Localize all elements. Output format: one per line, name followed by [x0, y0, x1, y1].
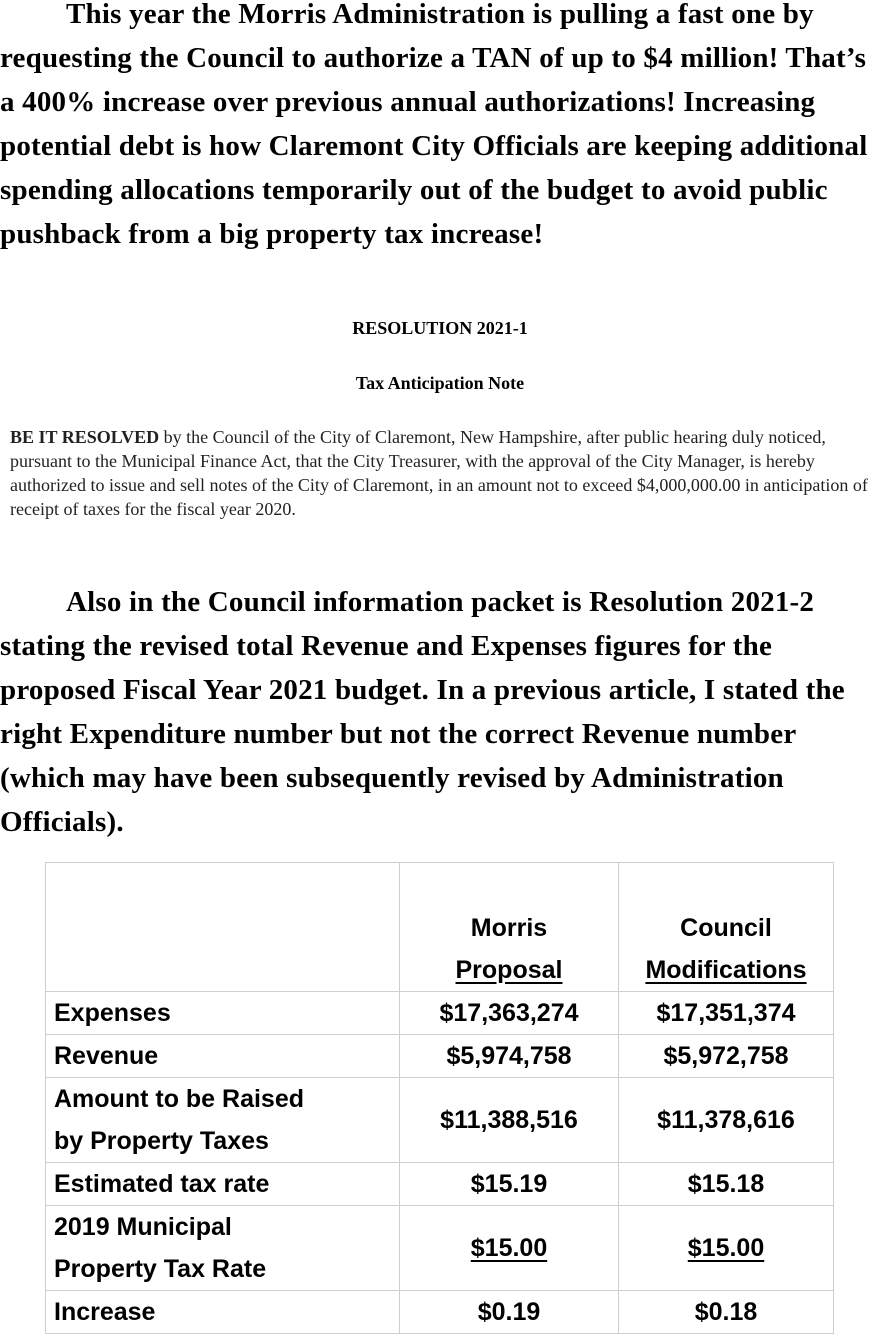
resolution-subtitle: Tax Anticipation Note [355, 373, 525, 393]
header-empty-cell [46, 863, 400, 992]
morris-value: $5,974,758 [400, 1035, 619, 1078]
row-label: Estimated tax rate [46, 1163, 400, 1206]
council-value: $17,351,374 [619, 992, 834, 1035]
morris-value: $17,363,274 [400, 992, 619, 1035]
header-council-line2: Modifications [645, 956, 807, 984]
council-value [619, 1206, 834, 1291]
council-value: $11,378,616 [619, 1078, 834, 1163]
morris-value: $0.19 [400, 1291, 619, 1334]
table-row [46, 1291, 834, 1334]
row-label: Expenses [46, 992, 400, 1035]
row-label: Revenue [46, 1035, 400, 1078]
row-label-line2: by Property Taxes [54, 1127, 269, 1155]
resolution-lead: BE IT RESOLVED [10, 427, 160, 447]
header-council-modifications [619, 863, 834, 992]
header-morris-line2: Proposal [455, 956, 563, 984]
row-label-line1: 2019 Municipal [54, 1213, 232, 1241]
budget-comparison-table [45, 862, 834, 1334]
row-label-line1: Amount to be Raised [54, 1085, 305, 1113]
row-label [46, 1206, 400, 1291]
table-row [46, 992, 834, 1035]
morris-value: $11,388,516 [400, 1078, 619, 1163]
header-morris-proposal [400, 863, 619, 992]
intro-paragraph: This year the Morris Administration is pulling a fast one by requesting the Council to authorize a TAN of up to $4 million! That’s a 400% increase over previous annual authorizations! Increasing potential debt is how Claremont City Officials are keeping additional spending allocations temporarily out of the budget to avoid public pushback from a big property tax increase! [0, 0, 868, 250]
morris-value [400, 1206, 619, 1291]
resolution-body [10, 425, 872, 521]
second-paragraph: Also in the Council information packet is Resolution 2021-2 stating the revised total Revenue and Expenses figures for the proposed Fiscal Year 2021 budget. In a previous article, I stated the right Expenditure number but not the correct Revenue number (which may have been subsequently revised by Administration Officials). [0, 586, 845, 838]
council-value: $5,972,758 [619, 1035, 834, 1078]
resolution-text: by the Council of the City of Claremont, New Hampshire, after public hearing duly noticed, pursuant to the Municipal Finance Act, that the City Treasurer, with the approval of the City Manager, is hereby authorized to issue and sell notes of the City of Claremont, in an amount not to exceed $4,000,000.00 in anticipation of receipt of taxes for the fiscal year 2020. [10, 427, 868, 519]
table-header-row [46, 863, 834, 992]
header-morris-line1: Morris [470, 914, 548, 942]
table-row [46, 1078, 834, 1163]
resolution-title: RESOLUTION 2021-1 [352, 318, 528, 338]
morris-value: $15.19 [400, 1163, 619, 1206]
morris-value-text: $15.00 [470, 1234, 548, 1262]
table-row [46, 1035, 834, 1078]
table-row [46, 1163, 834, 1206]
table-row [46, 1206, 834, 1291]
council-value-text: $15.00 [687, 1234, 765, 1262]
council-value: $15.18 [619, 1163, 834, 1206]
council-value: $0.18 [619, 1291, 834, 1334]
row-label [46, 1078, 400, 1163]
row-label: Increase [46, 1291, 400, 1334]
row-label-line2: Property Tax Rate [54, 1255, 267, 1283]
header-council-line1: Council [680, 914, 772, 942]
